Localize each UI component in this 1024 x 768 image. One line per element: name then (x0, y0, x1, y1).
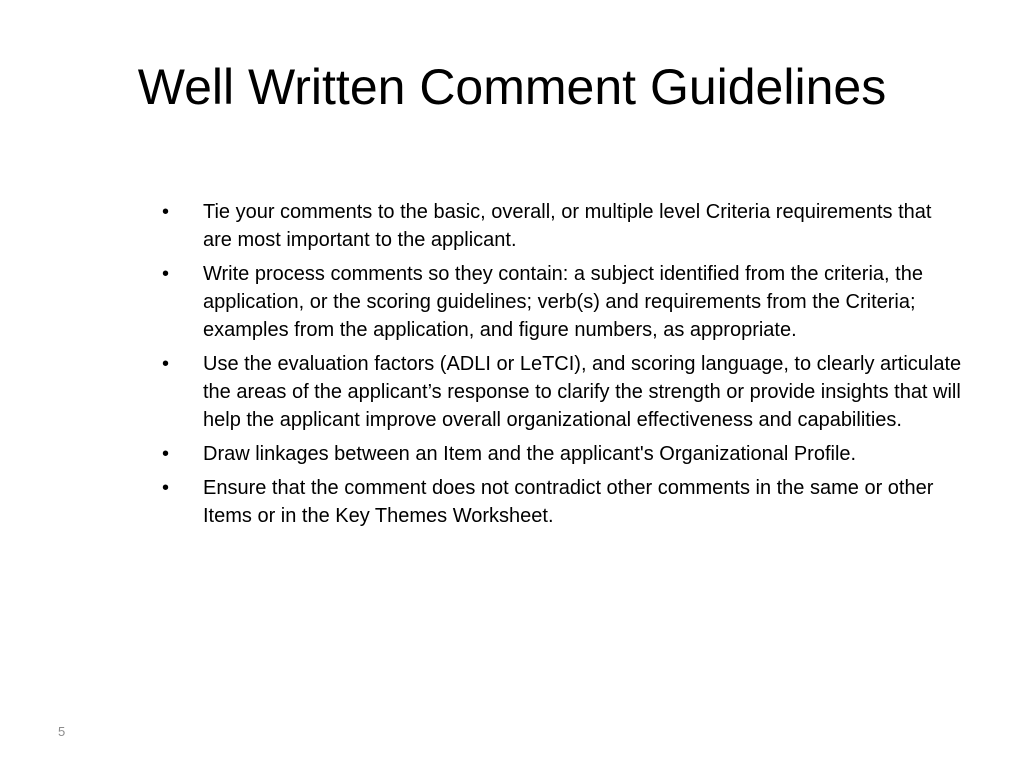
bullet-icon: • (162, 263, 170, 285)
bullet-item (160, 260, 964, 344)
bullet-icon: • (162, 477, 170, 499)
bullet-item (160, 474, 964, 530)
bullet-item (160, 350, 964, 434)
page-number: 5 (58, 724, 66, 739)
bullet-list (160, 198, 964, 536)
bullet-text: Use the evaluation factors (ADLI or LeTCI), and scoring language, to clearly articulate the areas of the applicant’s response to clarify the strength or provide insights that will help the applicant improve overall organizational effectiveness and capabilities. (203, 353, 962, 431)
bullet-text: Draw linkages between an Item and the applicant's Organizational Profile. (203, 443, 857, 465)
bullet-item (160, 440, 964, 468)
bullet-text: Write process comments so they contain: a subject identified from the criteria, the application, or the scoring guidelines; verb(s) and requirements from the Criteria; examples from the application, and figure numbers, as appropriate. (203, 263, 923, 341)
bullet-icon: • (162, 353, 170, 375)
bullet-text: Ensure that the comment does not contradict other comments in the same or other Items or in the Key Themes Worksheet. (203, 477, 934, 527)
slide-title: Well Written Comment Guidelines (137, 59, 887, 115)
bullet-text: Tie your comments to the basic, overall, or multiple level Criteria requirements that are most important to the applicant. (203, 201, 932, 251)
bullet-icon: • (162, 443, 170, 465)
bullet-item (160, 198, 964, 254)
bullet-icon: • (162, 201, 170, 223)
